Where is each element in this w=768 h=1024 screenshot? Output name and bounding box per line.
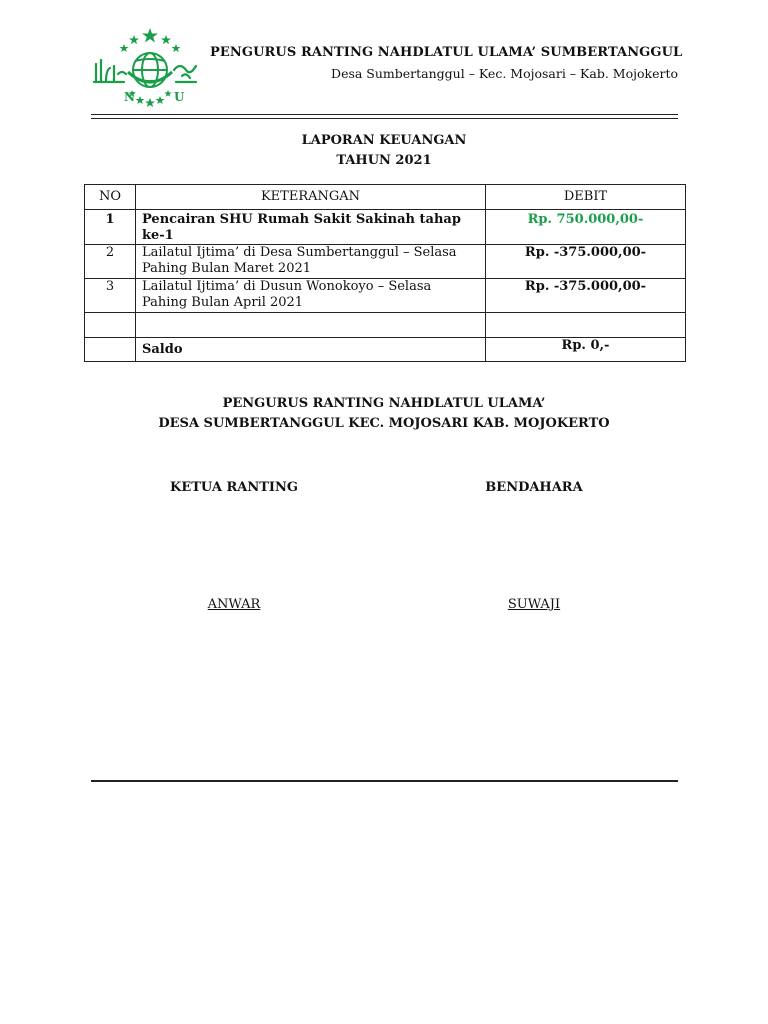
table-header-row	[85, 185, 686, 210]
table-row	[85, 279, 686, 313]
row-no: 1	[85, 210, 136, 245]
header-no: NO	[85, 185, 136, 210]
logo-star	[120, 44, 129, 52]
logo-letter-n: N	[124, 90, 135, 104]
logo-star	[172, 44, 181, 52]
saldo-label: Saldo	[136, 338, 486, 362]
row-amount: Rp. -375.000,00-	[486, 279, 686, 313]
letterhead-rule-thin	[91, 118, 678, 119]
table-row	[85, 210, 686, 245]
row-no: 2	[85, 245, 136, 279]
letterhead-address: Desa Sumbertanggul – Kec. Mojosari – Kab. Mojokerto	[331, 66, 678, 81]
logo-star	[156, 96, 165, 104]
signature-org-line2: DESA SUMBERTANGGUL KEC. MOJOSARI KAB. MOJOKERTO	[158, 416, 610, 431]
role-ketua: KETUA RANTING	[170, 480, 298, 495]
row-amount: Rp. 750.000,00-	[486, 210, 686, 245]
finance-table	[84, 184, 686, 362]
logo-star-top	[142, 28, 158, 43]
row-desc: Lailatul Ijtima’ di Dusun Wonokoyo – Selasa Pahing Bulan April 2021	[136, 279, 486, 313]
letterhead-rule	[91, 114, 678, 115]
nu-logo	[90, 26, 200, 110]
logo-star	[136, 96, 145, 104]
row-no: 3	[85, 279, 136, 313]
report-title: LAPORAN KEUANGAN	[301, 133, 467, 148]
row-desc: Lailatul Ijtima’ di Desa Sumbertanggul – Selasa Pahing Bulan Maret 2021	[136, 245, 486, 279]
saldo-value: Rp. 0,-	[486, 338, 686, 362]
table-row-saldo	[85, 338, 686, 362]
letterhead-org-name: PENGURUS RANTING NAHDLATUL ULAMA’ SUMBERTANGGUL	[210, 45, 683, 60]
logo-star	[164, 90, 172, 97]
role-bendahara: BENDAHARA	[485, 480, 583, 495]
row-desc: Pencairan SHU Rumah Sakit Sakinah tahap ke-1	[136, 210, 486, 245]
table-row	[85, 245, 686, 279]
logo-letter-u: U	[174, 90, 185, 104]
name-bendahara: SUWAJI	[507, 597, 561, 612]
row-amount: Rp. -375.000,00-	[486, 245, 686, 279]
signature-org-line1: PENGURUS RANTING NAHDLATUL ULAMA’	[222, 396, 546, 411]
footer-rule	[91, 780, 678, 782]
header-keterangan: KETERANGAN	[136, 185, 486, 210]
logo-star	[161, 35, 171, 44]
name-ketua: ANWAR	[207, 597, 261, 612]
logo-star	[145, 98, 155, 107]
logo-rope	[128, 72, 172, 82]
header-debit: DEBIT	[486, 185, 686, 210]
report-year: TAHUN 2021	[336, 153, 432, 168]
logo-star	[129, 35, 139, 44]
table-row-empty	[85, 313, 686, 338]
